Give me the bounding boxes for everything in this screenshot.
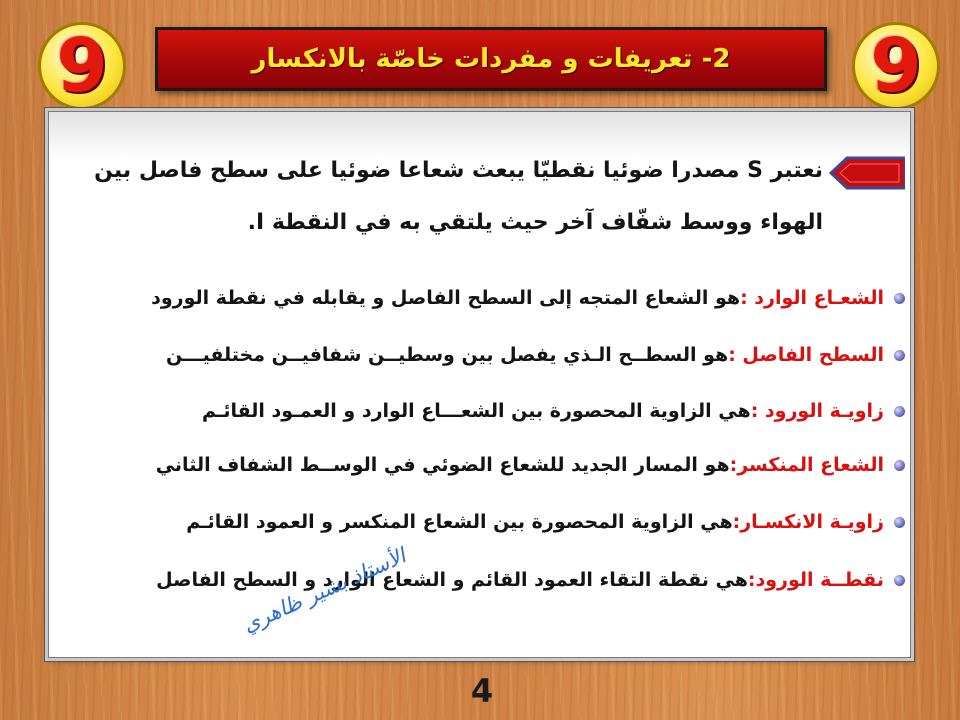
intro-line-2: الهواء ووسط شفّاف آخر حيث يلتقي به في النقطة I.	[247, 210, 823, 235]
content-panel	[48, 111, 911, 658]
definition-text: هي الزاوية المحصورة بين الشعـــاع الوارد و العمـود القائـم	[201, 400, 751, 422]
definition-term: نقطــة الورود:	[747, 569, 884, 591]
panel-top-shade	[49, 112, 910, 160]
definition-row	[67, 560, 905, 600]
definition-term: زاويـة الورود :	[750, 400, 884, 422]
bullet-icon	[894, 350, 905, 361]
title-banner	[155, 27, 827, 91]
definition-text: هي نقطة التقاء العمود القائم و الشعاع الوارد و السطح الفاصل	[156, 569, 748, 591]
definition-term: السطح الفاصل :	[728, 344, 884, 366]
definition-text: هو الشعاع المتجه إلى السطح الفاصل و يقابله في نقطة الورود	[151, 287, 741, 309]
bullet-icon	[894, 575, 905, 586]
definition-row	[67, 335, 905, 375]
definition-row	[67, 445, 905, 485]
definition-text: هي الزاوية المحصورة بين الشعاع المنكسر و العمود القائـم	[186, 511, 733, 533]
intro-line-1: نعتبر S مصدرا ضوئيا نقطيّا يبعث شعاعا ضوئيا على سطح فاصل بين	[94, 158, 823, 183]
definition-term: زاويـة الانكسـار:	[732, 511, 884, 533]
definition-text: هو السطــح الـذي يفصل بين وسطيــن شفافيــن مختلفيـــن	[166, 344, 729, 366]
bullet-icon	[894, 517, 905, 528]
definition-row	[67, 391, 905, 431]
author-signature: الأستاذ بشير ظاهري	[239, 543, 410, 637]
bullet-icon	[894, 406, 905, 417]
definition-text: هو المسار الجديد للشعاع الضوئي في الوســط الشفاف الثاني	[155, 454, 730, 476]
definition-row	[67, 502, 905, 542]
nine-badge-right: 9	[852, 22, 940, 110]
nine-badge-left: 9	[38, 22, 126, 110]
definition-term: الشعـاع الوارد :	[740, 287, 884, 309]
bullet-icon	[894, 460, 905, 471]
pointer-arrow-icon	[829, 156, 905, 190]
page-number: 4	[470, 672, 494, 710]
definition-row	[67, 278, 905, 318]
page-title: 2- تعريفات و مفردات خاصّة بالانكسار	[251, 44, 731, 74]
definition-term: الشعاع المنكسر:	[729, 454, 884, 476]
bullet-icon	[894, 293, 905, 304]
